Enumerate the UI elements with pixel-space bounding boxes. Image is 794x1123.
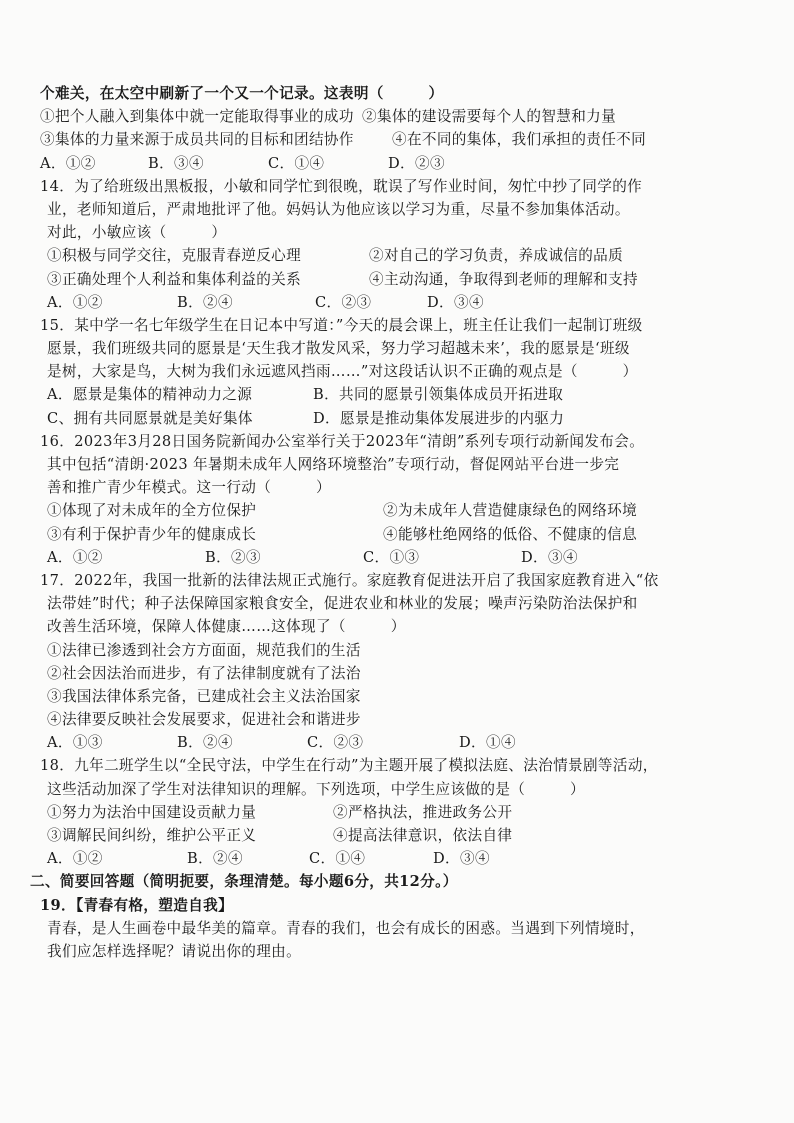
q13-option-3: ③集体的力量来源于成员共同的目标和团结协作 xyxy=(40,131,354,149)
q15-answer-b: B．共同的愿景引领集体成员开拓进取 xyxy=(313,386,564,404)
q13-answer-a: A．①② xyxy=(40,154,96,172)
q18-option-2: ②严格执法，推进政务公开 xyxy=(333,803,513,821)
q19-title: 19．【青春有格，塑造自我】 xyxy=(40,896,234,914)
q13-options-row1 xyxy=(40,105,730,128)
q17-option-4: ④法律要反映社会发展要求，促进社会和谐进步 xyxy=(47,711,361,729)
q13-option-4: ④在不同的集体，我们承担的责任不同 xyxy=(392,131,647,149)
q18-answers xyxy=(40,847,730,870)
q16-option-4: ④能够杜绝网络的低俗、不健康的信息 xyxy=(383,525,638,543)
q14-stem-line3: 对此，小敏应该（ ） xyxy=(47,224,227,242)
q14-options-row2 xyxy=(40,268,730,291)
q17-answers xyxy=(40,731,730,754)
q13-stem: 个难关，在太空中刷新了一个又一个记录。这表明（ ） xyxy=(40,85,444,102)
q15-stem-line3: 是树，大家是鸟，大树为我们永远遮风挡雨……”对这段话认识不正确的观点是（ ） xyxy=(47,363,638,381)
q16-option-1: ①体现了对未成年的全方位保护 xyxy=(47,502,257,520)
q16-option-2: ②为未成年人营造健康绿色的网络环境 xyxy=(383,502,638,520)
q16-stem-line1: 16．2023年3月28日国务院新闻办公室举行关于2023年“清朗”系列专项行动新闻发布会。 xyxy=(40,432,645,450)
q13-option-1: ①把个人融入到集体中就一定能取得事业的成功 xyxy=(40,108,354,126)
q14-option-3: ③正确处理个人利益和集体利益的关系 xyxy=(47,270,302,288)
q16-options-row2 xyxy=(40,523,730,546)
q14-stem-line2: 业，老师知道后，严肃地批评了他。妈妈认为他应该以学习为重，尽量不参加集体活动。 xyxy=(47,200,630,218)
q19-text-line2: 我们应怎样选择呢？请说出你的理由。 xyxy=(47,942,302,960)
q18-stem-line1: 18．九年二班学生以“全民守法，中学生在行动”为主题开展了模拟法庭、法治情景剧等活动， xyxy=(40,757,658,775)
q15-stem-line2: 愿景，我们班级共同的愿景是‘天生我才散发风采，努力学习超越未来’，我的愿景是‘班级 xyxy=(47,340,630,358)
q16-answer-b: B．②③ xyxy=(205,548,261,566)
q17-option-3: ③我国法律体系完备，已建成社会主义法治国家 xyxy=(47,687,361,705)
q14-stem-line1: 14．为了给班级出黑板报，小敏和同学忙到很晚，耽误了写作业时间，匆忙中抄了同学的作 xyxy=(40,177,643,195)
q17-answer-d: D．①④ xyxy=(459,734,516,752)
section2-title: 二、简要回答题（简明扼要，条理清楚。每小题6分，共12分。） xyxy=(30,873,458,891)
q16-answer-c: C．①③ xyxy=(363,548,420,566)
q14-options-row1 xyxy=(40,244,730,267)
q18-options-row2 xyxy=(40,824,730,847)
q18-options-row1 xyxy=(40,801,730,824)
q13-options-row2 xyxy=(40,128,730,151)
q18-option-4: ④提高法律意识，依法自律 xyxy=(333,827,513,844)
q13-answers xyxy=(40,152,730,175)
q15-answer-a: A．愿景是集体的精神动力之源 xyxy=(47,386,253,404)
q14-answer-d: D．③④ xyxy=(427,293,484,311)
q18-answer-c: C．①④ xyxy=(309,850,366,868)
q16-answer-a: A．①② xyxy=(47,548,103,566)
q16-answer-d: D．③④ xyxy=(521,548,578,566)
q17-answer-a: A．①③ xyxy=(47,734,103,752)
q13-option-2: ②集体的建设需要每个人的智慧和力量 xyxy=(362,108,617,126)
q16-stem-line2: 其中包括“清朗·2023 年暑期未成年人网络环境整治”专项行动，督促网站平台进一步完 xyxy=(47,456,620,473)
q17-stem-line3: 改善生活环境，保障人体健康……这体现了（ ） xyxy=(47,618,406,636)
q14-answer-a: A．①② xyxy=(47,293,103,311)
q18-stem-line2: 这些活动加深了学生对法律知识的理解。下列选项，中学生应该做的是（ ） xyxy=(47,780,585,798)
q14-answers xyxy=(40,291,730,314)
q14-answer-c: C．②③ xyxy=(315,293,372,311)
q16-answers xyxy=(40,546,730,569)
q17-option-1: ①法律已渗透到社会方方面面，规范我们的生活 xyxy=(47,641,361,659)
q19-text-line1: 青春，是人生画卷中最华美的篇章。青春的我们，也会有成长的困惑。当遇到下列情境时， xyxy=(47,919,645,937)
q15-answer-c: C、拥有共同愿景就是美好集体 xyxy=(47,409,253,427)
q15-answers-row1 xyxy=(40,383,730,406)
q18-option-3: ③调解民间纠纷，维护公平正义 xyxy=(47,827,257,844)
q18-option-1: ①努力为法治中国建设贡献力量 xyxy=(47,803,257,821)
q18-answer-d: D．③④ xyxy=(433,850,490,868)
q13-answer-d: D．②③ xyxy=(388,154,445,172)
q14-answer-b: B．②④ xyxy=(177,293,233,311)
q16-options-row1 xyxy=(40,499,730,522)
q15-answer-d: D．愿景是推动集体发展进步的内驱力 xyxy=(313,409,565,427)
q17-answer-b: B．②④ xyxy=(177,734,233,752)
q14-option-1: ①积极与同学交往，克服青春逆反心理 xyxy=(47,247,302,265)
q17-answer-c: C．②③ xyxy=(307,734,364,752)
q13-answer-c: C．①④ xyxy=(268,154,325,172)
q16-option-3: ③有利于保护青少年的健康成长 xyxy=(47,525,257,543)
q15-answers-row2 xyxy=(40,407,730,430)
q18-answer-a: A．①② xyxy=(47,850,103,868)
q15-stem-line1: 15．某中学一名七年级学生在日记本中写道：”今天的晨会课上，班主任让我们一起制订班级 xyxy=(40,316,643,334)
q13-answer-b: B．③④ xyxy=(148,154,204,172)
q14-option-4: ④主动沟通，争取得到老师的理解和支持 xyxy=(369,270,638,288)
q17-option-2: ②社会因法治而进步，有了法律制度就有了法治 xyxy=(47,664,361,682)
q14-option-2: ②对自己的学习负责，养成诚信的品质 xyxy=(369,247,624,265)
exam-content xyxy=(30,82,730,963)
q17-stem-line2: 法带娃”时代；种子法保障国家粮食安全，促进农业和林业的发展；噪声污染防治法保护和 xyxy=(47,595,638,613)
q17-stem-line1: 17．2022年，我国一批新的法律法规正式施行。家庭教育促进法开启了我国家庭教育进入“依 xyxy=(40,571,659,589)
q16-stem-line3: 善和推广青少年模式。这一行动（ ） xyxy=(47,479,331,497)
q18-answer-b: B．②④ xyxy=(187,850,243,868)
